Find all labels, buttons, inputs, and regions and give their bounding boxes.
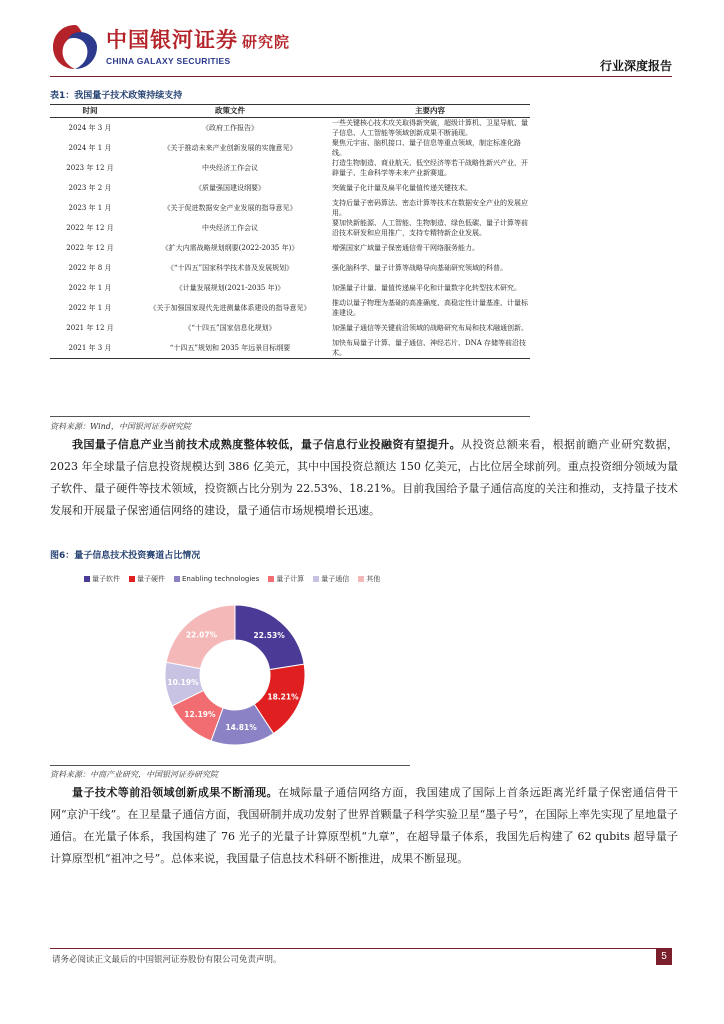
cell-time: 2022 年 1 月 — [68, 284, 112, 292]
cell-doc: 中央经济工作会议 — [202, 224, 258, 232]
chart-source: 资料来源：中商产业研究，中国银河证券研究院 — [50, 770, 218, 779]
chart-source-divider — [50, 765, 410, 766]
cell-content: 聚焦元宇宙、脑机接口、量子信息等重点领域，制定标准化路线。 — [332, 139, 521, 157]
cell-doc: 《“十四五”国家科学技术普及发展规划》 — [166, 264, 294, 272]
legend-item — [358, 574, 380, 584]
table-row — [50, 298, 530, 318]
cell-content: 加强量子通信等关键前沿领域的战略研究布局和技术融通创新。 — [332, 324, 528, 332]
header-divider — [50, 76, 672, 77]
legend-label: 其他 — [366, 575, 381, 583]
table-caption: 表1：我国量子技术政策持续支持 — [50, 91, 183, 101]
legend-swatch — [129, 576, 135, 582]
slice-value-label: 12.19% — [184, 710, 216, 720]
legend-label: 量子计算 — [276, 575, 305, 583]
cell-content: 支持后量子密码算法、密态计算等技术在数据安全产业的发展应用。 — [332, 199, 528, 217]
table-source: 资料来源：Wind，中国银河证券研究院 — [50, 422, 191, 431]
table-header-row — [50, 105, 530, 118]
cell-time: 2022 年 1 月 — [68, 304, 112, 312]
table-row — [50, 118, 530, 139]
disclaimer-text: 请务必阅读正文最后的中国银河证券股份有限公司免责声明。 — [52, 955, 282, 965]
legend-swatch — [174, 576, 180, 582]
legend-item — [313, 574, 349, 584]
paragraph-investment — [50, 434, 678, 522]
table-row — [50, 278, 530, 298]
legend-swatch — [84, 576, 90, 582]
cell-time: 2023 年 12 月 — [66, 164, 114, 172]
cell-doc: 《政府工作报告》 — [202, 124, 258, 132]
slice-value-label: 22.53% — [253, 631, 285, 641]
cell-time: 2022 年 12 月 — [66, 224, 114, 232]
table-source-divider — [50, 416, 530, 417]
cell-content: 打造生物制造、商业航天、低空经济等若干战略性新兴产业，开辟量子、生命科学等未来产业新赛道。 — [332, 159, 528, 177]
footer-divider — [50, 948, 672, 949]
report-type-label: 行业深度报告 — [599, 59, 672, 73]
slice-value-label: 18.21% — [267, 692, 299, 702]
chart-legend — [84, 574, 380, 584]
cell-time: 2021 年 12 月 — [66, 324, 114, 332]
logo-cn-text: 中国银河证券 — [106, 28, 238, 52]
cell-content: 加强量子计量、量值传递扁平化和计量数字化转型技术研究。 — [332, 284, 521, 292]
cell-time: 2024 年 1 月 — [68, 144, 112, 152]
cell-time: 2024 年 3 月 — [68, 124, 112, 132]
header-time: 时间 — [50, 105, 130, 118]
cell-doc: 《关于推动未来产业创新发展的实施意见》 — [163, 144, 297, 152]
cell-content: 突破量子化计量及扁平化量值传递关键技术。 — [332, 184, 472, 192]
cell-doc: 《“十四五”国家信息化规划》 — [184, 324, 276, 332]
company-logo — [50, 22, 290, 72]
page-number: 5 — [656, 949, 672, 965]
cell-doc: 《扩大内需战略规划纲要(2022-2035 年)》 — [161, 244, 299, 252]
cell-content: 推动以量子物理为基础的高准确度、高稳定性计量基准、计量标准建设。 — [332, 299, 528, 317]
table-row — [50, 338, 530, 359]
header-doc: 政策文件 — [130, 105, 330, 118]
paragraph-body: 从投资总额来看，根据前瞻产业研究数据，2023 年全球量子信息投资规模达到 386 亿美元，其中中国投资总额达 150 亿美元，占比位居全球前列。重点投资细分领域为量子软件、量子硬件等技术领域，投资额占比分别为 22.53%、18.21%。目前我国给予量子通信高度的关注和推动，支持量子技术发展和开展量子保密通信网络的建设，量子通信市场规模增长迅速。 — [50, 438, 679, 517]
paragraph-body: 在城际量子通信网络方面，我国建成了国际上首条远距离光纤量子保密通信骨干网“京沪干线”。在卫星量子通信方面，我国研制并成功发射了世界首颗量子科学实验卫星“墨子号”，在国际上率先实现了星地量子通信。在光量子体系，我国构建了 76 光子的光量子计算原型机“九章”，在超导量子体系，我国先后构建了 62 qubits 超导量子计算原型机“祖冲之号”。总体来说，我国量子信息技术科研不断推进，成果不断显现。 — [50, 786, 679, 865]
logo-en-text: CHINA GALAXY SECURITIES — [106, 56, 231, 66]
legend-swatch — [313, 576, 319, 582]
table-row — [50, 218, 530, 238]
cell-doc: “十四五”规划和 2035 年远景目标纲要 — [130, 338, 330, 359]
slice-value-label: 14.81% — [225, 723, 257, 733]
cell-time: 2022 年 8 月 — [68, 264, 112, 272]
chart-caption: 图6：量子信息技术投资赛道占比情况 — [50, 551, 201, 561]
cell-time: 2023 年 1 月 — [68, 204, 112, 212]
legend-label: Enabling technologies — [182, 575, 260, 583]
cell-doc: 《关于促进数据安全产业发展的指导意见》 — [163, 204, 297, 212]
slice-value-label: 22.07% — [185, 630, 218, 640]
cell-time: 2021 年 3 月 — [50, 338, 130, 359]
logo-sub-text: 研究院 — [242, 33, 291, 51]
paragraph-innovation — [50, 782, 678, 870]
legend-item — [174, 574, 259, 584]
cell-doc: 《计量发展规划(2021-2035 年)》 — [175, 284, 285, 292]
paragraph-lead: 量子技术等前沿领域创新成果不断涌现。 — [72, 786, 278, 799]
cell-content: 一些关键核心技术攻关取得新突破，超级计算机、卫星导航、量子信息、人工智能等领域创新成果不断涌现。 — [332, 119, 528, 137]
table-row — [50, 138, 530, 158]
cell-doc: 《质量强国建设纲要》 — [195, 184, 265, 192]
table-row — [50, 158, 530, 178]
galaxy-logo-icon — [50, 22, 100, 72]
legend-label: 量子硬件 — [137, 575, 165, 583]
paragraph-lead: 我国量子信息产业当前技术成熟度整体较低，量子信息行业投融资有望提升。 — [72, 438, 462, 451]
table-row — [50, 318, 530, 338]
legend-label: 量子软件 — [92, 575, 120, 583]
cell-doc: 《关于加强国家现代先进测量体系建设的指导意见》 — [149, 304, 311, 312]
legend-item — [84, 574, 120, 584]
legend-label: 量子通信 — [321, 575, 350, 583]
cell-time: 2023 年 2 月 — [68, 184, 112, 192]
table-row — [50, 258, 530, 278]
legend-swatch — [358, 576, 364, 582]
cell-content: 增强国家广域量子保密通信骨干网络服务能力。 — [332, 244, 479, 252]
legend-item — [268, 574, 304, 584]
legend-item — [129, 574, 165, 584]
cell-content: 加快布局量子计算、量子通信、神经芯片、DNA 存储等前沿技术。 — [330, 338, 530, 359]
investment-donut-chart — [160, 600, 310, 750]
slice-value-label: 10.19% — [167, 678, 199, 688]
policy-table — [50, 104, 530, 359]
cell-content: 强化脑科学、量子计算等战略导向基础研究领域的科普。 — [332, 264, 507, 272]
cell-time: 2022 年 12 月 — [66, 244, 114, 252]
cell-doc: 中央经济工作会议 — [202, 164, 258, 172]
table-row — [50, 178, 530, 198]
legend-swatch — [268, 576, 274, 582]
header-content: 主要内容 — [330, 105, 530, 118]
cell-content: 要加快新能源、人工智能、生物制造、绿色低碳、量子计算等前沿技术研发和应用推广，支持专精特新企业发展。 — [332, 219, 528, 237]
table-row — [50, 238, 530, 258]
table-row — [50, 198, 530, 218]
